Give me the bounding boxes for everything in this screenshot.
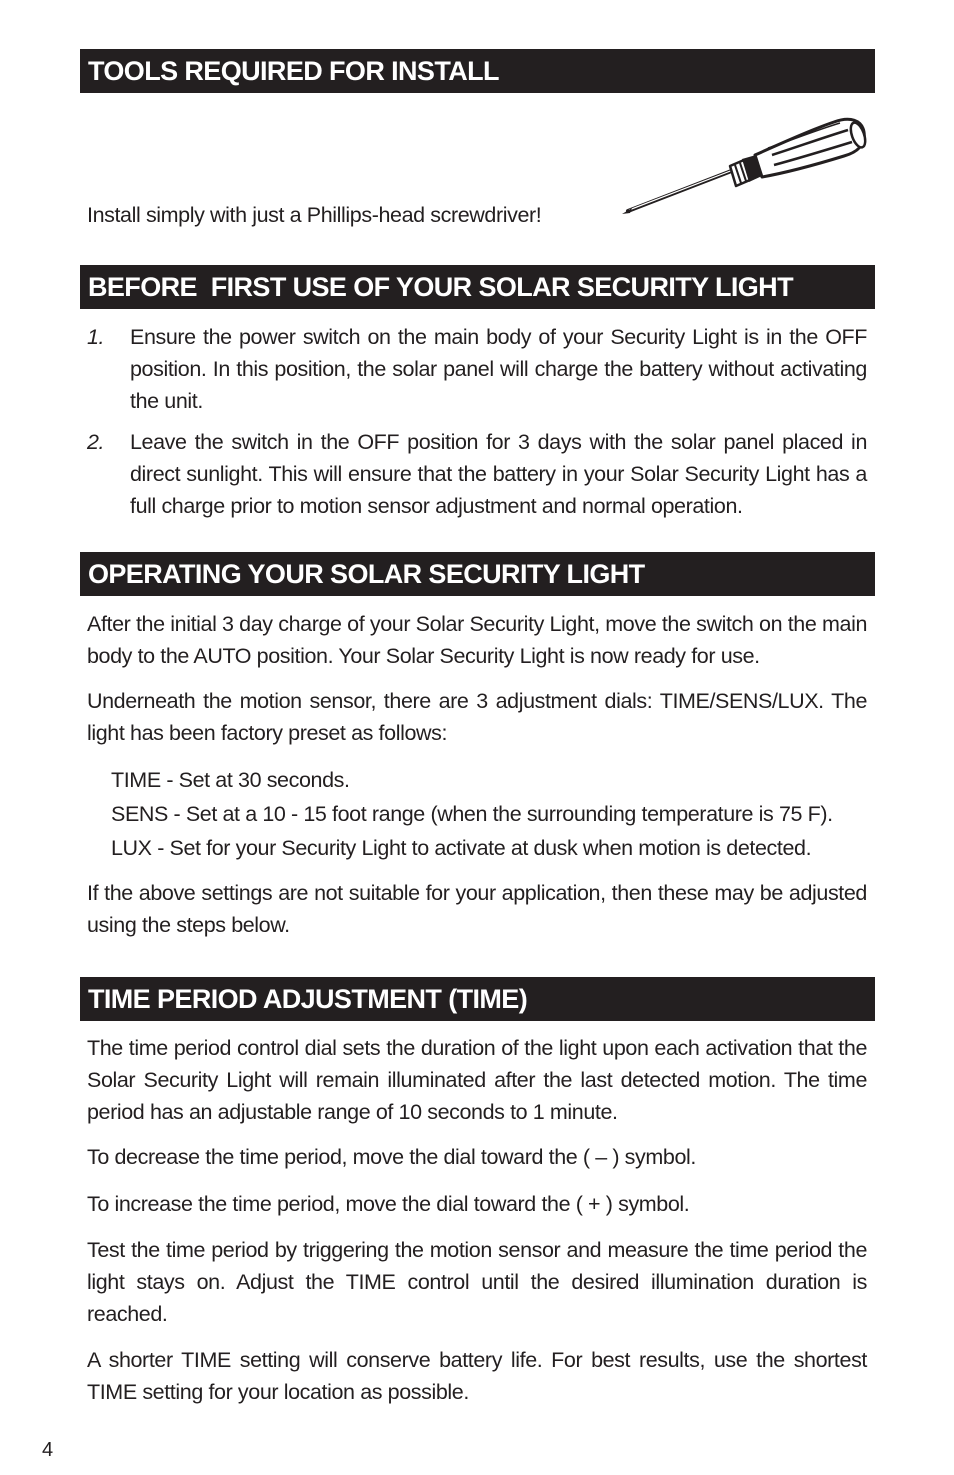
section-heading-tools: TOOLS REQUIRED FOR INSTALL xyxy=(80,49,875,93)
list-item-text: Ensure the power switch on the main body of your Security Light is in the OFF position. In this position, the solar panel will charge the battery without activating the unit. xyxy=(130,325,867,413)
tools-text: Install simply with just a Phillips-head screwdriver! xyxy=(87,203,542,227)
operating-paragraph-1: After the initial 3 day charge of your Solar Security Light, move the switch on the main body to the AUTO position. Your Solar Security Light is now ready for use. xyxy=(87,612,867,668)
time-paragraph-3: To increase the time period, move the dial toward the ( + ) symbol. xyxy=(87,1192,690,1216)
time-paragraph-5: A shorter TIME setting will conserve battery life. For best results, use the shortest TIME setting for your location as possible. xyxy=(87,1348,867,1404)
section-heading-operating: OPERATING YOUR SOLAR SECURITY LIGHT xyxy=(80,552,875,596)
operating-paragraph-3: If the above settings are not suitable for your application, then these may be adjusted using the steps below. xyxy=(87,881,867,937)
time-paragraph-2: To decrease the time period, move the dial toward the ( – ) symbol. xyxy=(87,1145,696,1169)
section-heading-time-adjustment: TIME PERIOD ADJUSTMENT (TIME) xyxy=(80,977,875,1021)
list-item-number: 2. xyxy=(87,430,105,454)
list-item-text: Leave the switch in the OFF position for 3 days with the solar panel placed in direct sunlight. This will ensure that the battery in your Solar Security Light has a full charge prior to motion sensor adjustment and normal operation. xyxy=(130,430,867,518)
preset-sens: SENS - Set at a 10 - 15 foot range (when the surrounding temperature is 75 F). xyxy=(111,802,833,826)
page-number: 4 xyxy=(42,1439,54,1461)
list-item xyxy=(87,426,867,522)
preset-time: TIME - Set at 30 seconds. xyxy=(111,768,350,792)
time-paragraph-1: The time period control dial sets the duration of the light upon each activation that the Solar Security Light will remain illuminated after the last detected motion. The time period has an adjustable range of 10 seconds to 1 minute. xyxy=(87,1036,867,1124)
section-heading-before-first-use: BEFORE FIRST USE OF YOUR SOLAR SECURITY LIGHT xyxy=(80,265,875,309)
preset-lux: LUX - Set for your Security Light to activate at dusk when motion is detected. xyxy=(111,836,812,860)
list-item xyxy=(87,321,867,417)
time-paragraph-4: Test the time period by triggering the motion sensor and measure the time period the light stays on. Adjust the TIME control until the desired illumination duration is reached. xyxy=(87,1238,867,1326)
operating-paragraph-2: Underneath the motion sensor, there are 3 adjustment dials: TIME/SENS/LUX. The light has been factory preset as follows: xyxy=(87,689,867,745)
list-item-number: 1. xyxy=(87,325,105,349)
